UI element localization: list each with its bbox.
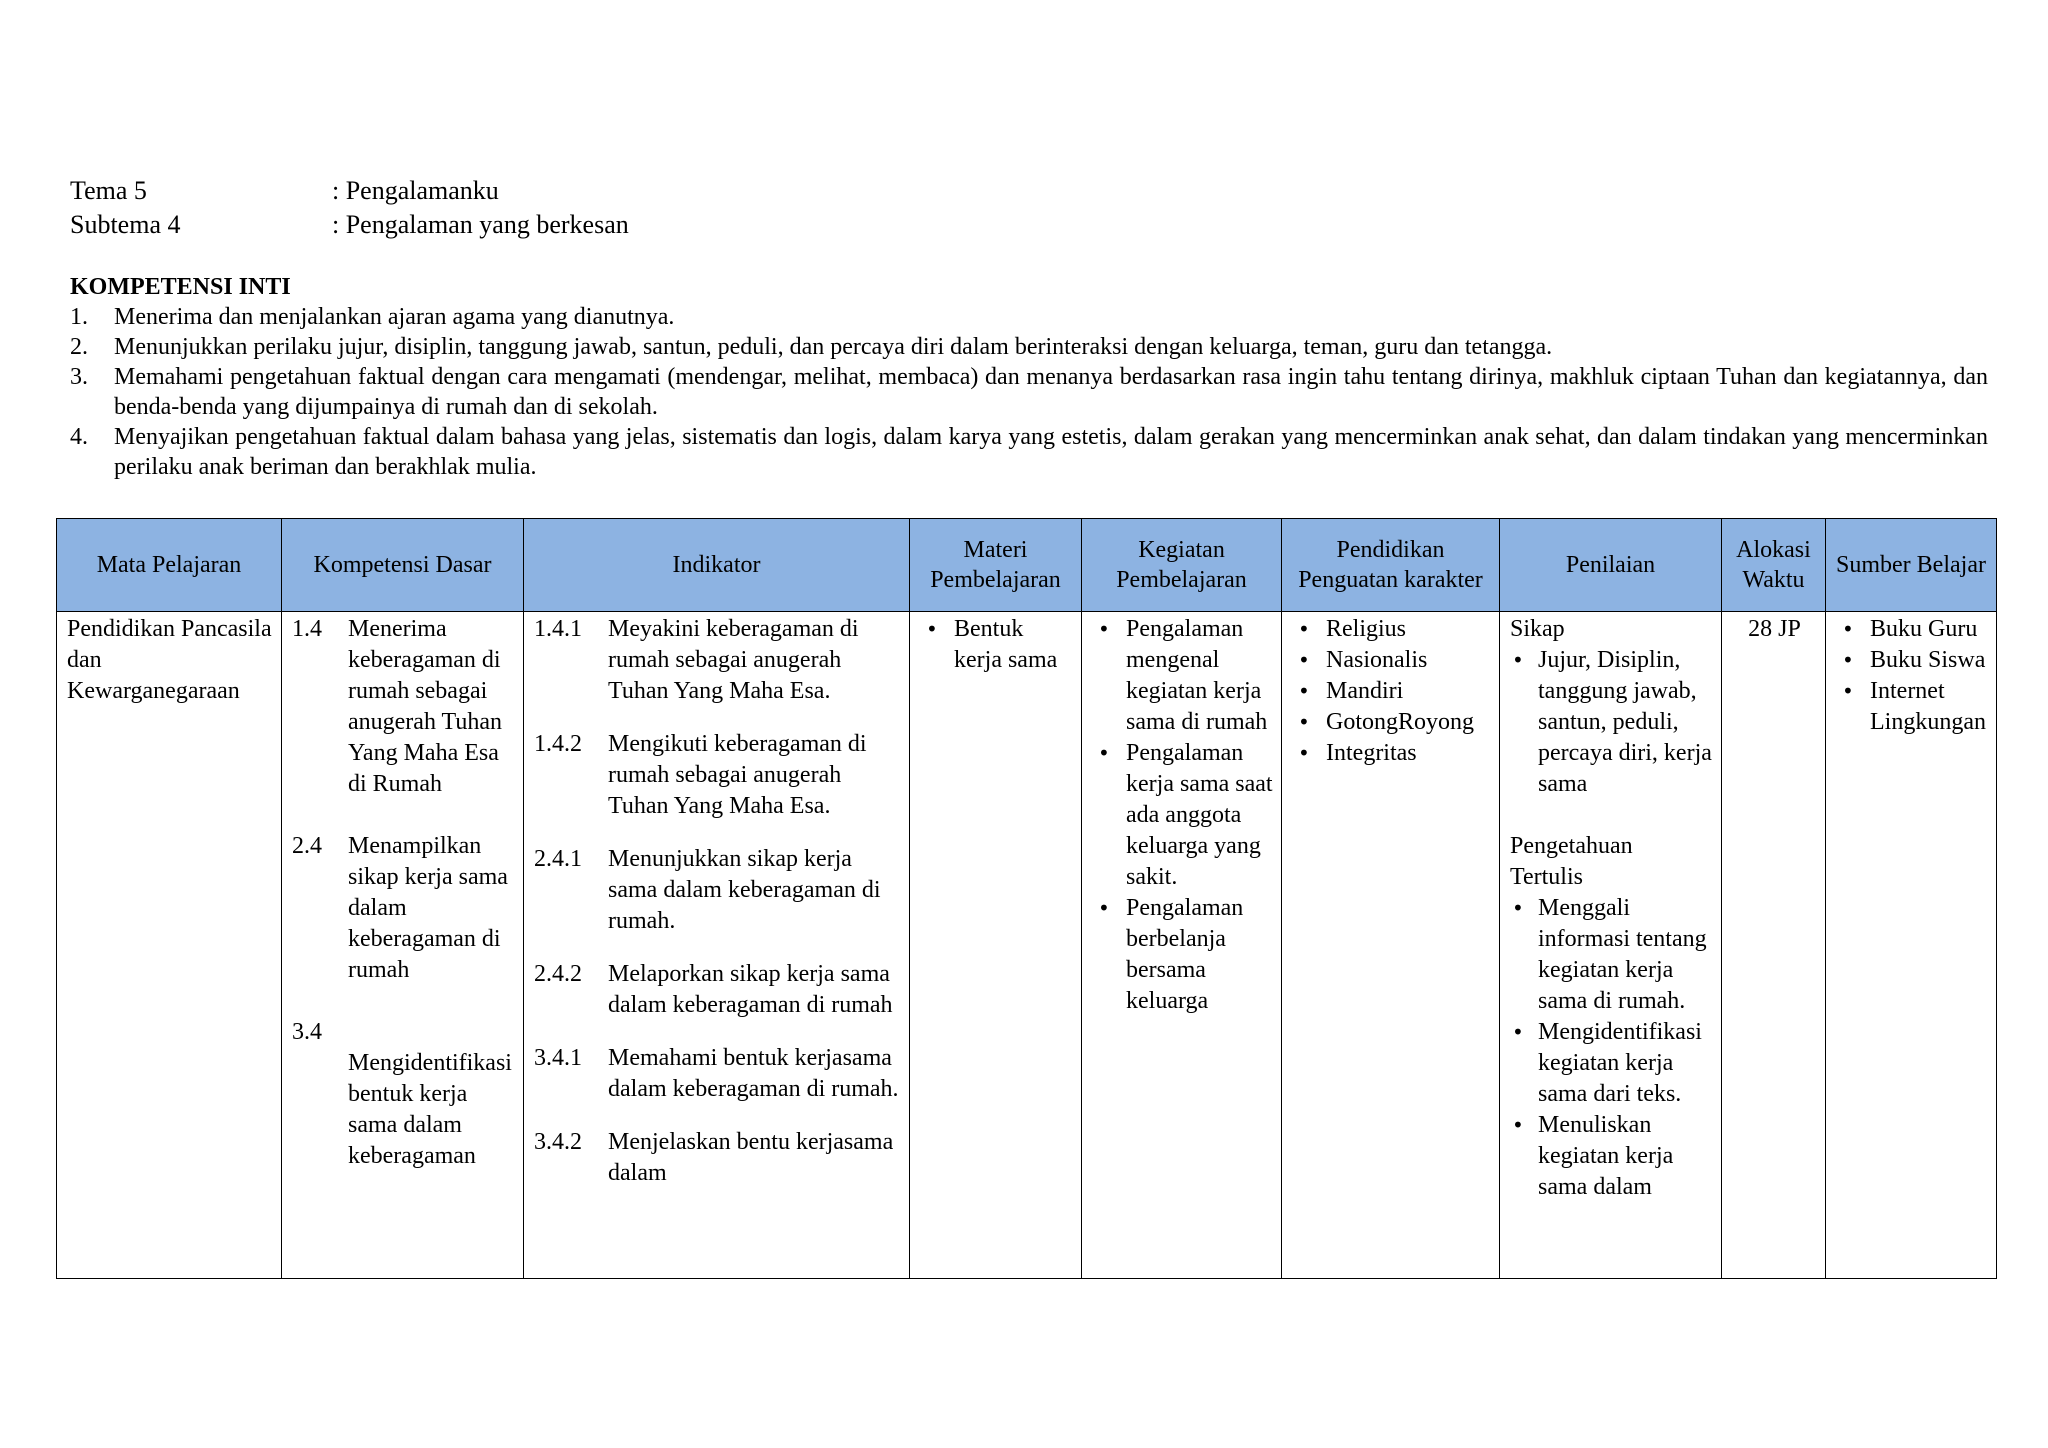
indicator-code: 2.4.2 — [534, 961, 582, 987]
kegiatan-list — [1092, 614, 1273, 1017]
list-item — [70, 362, 1988, 422]
sikap-list — [1510, 645, 1713, 800]
meta-label: Subtema 4 — [70, 210, 181, 239]
list-item: • Religius — [1292, 614, 1491, 645]
indicator-item — [534, 729, 901, 822]
kd-code: 1.4 — [292, 616, 322, 642]
cell-penilaian — [1500, 612, 1722, 1279]
kd-text: Menampilkan sikap kerja sama dalam keberagaman di rumah — [348, 833, 508, 983]
list-item: • Buku Siswa — [1836, 645, 1988, 676]
indicator-item — [534, 844, 901, 937]
penilaian-sikap-label: Sikap — [1510, 616, 1565, 642]
penilaian-pengetahuan-label: Pengetahuan — [1510, 833, 1633, 859]
header-pendidikan-karakter: Pendidikan Penguatan karakter — [1282, 519, 1500, 612]
item-number: 3. — [70, 364, 88, 390]
time-allocation: 28 JP — [1748, 616, 1801, 642]
spacer — [1510, 800, 1713, 831]
kd-code: 2.4 — [292, 833, 322, 859]
indicator-item — [534, 959, 901, 1021]
cell-kegiatan-pembelajaran — [1082, 612, 1282, 1279]
item-text: Menunjukkan perilaku jujur, disiplin, tanggung jawab, santun, peduli, dan percaya diri dalam berinteraksi dengan keluarga, teman, guru dan tetangga. — [114, 334, 1553, 360]
item-number: 4. — [70, 424, 88, 450]
cell-kompetensi-dasar — [282, 612, 524, 1279]
list-item: • Internet Lingkungan — [1836, 676, 1988, 738]
indicator-code: 3.4.2 — [534, 1129, 582, 1155]
sumber-list — [1836, 614, 1988, 738]
indicator-text: Menunjukkan sikap kerja sama dalam keberagaman di rumah. — [608, 846, 881, 934]
list-item: • GotongRoyong — [1292, 707, 1491, 738]
list-item: • Bentuk kerja sama — [920, 614, 1073, 676]
kompetensi-inti-section — [70, 272, 1988, 482]
indicator-code: 1.4.2 — [534, 731, 582, 757]
meta-value: : Pengalamanku — [332, 176, 499, 205]
subject-name: Pendidikan Pancasila dan Kewarganegaraan — [67, 616, 272, 704]
list-item: • Jujur, Disiplin, tanggung jawab, santun, peduli, percaya diri, kerja sama — [1510, 645, 1713, 800]
document-meta — [70, 174, 870, 242]
indicator-code: 3.4.1 — [534, 1045, 582, 1071]
learning-plan-table — [56, 518, 1997, 1279]
header-penilaian: Penilaian — [1500, 519, 1722, 612]
cell-sumber-belajar — [1826, 612, 1997, 1279]
indicator-code: 1.4.1 — [534, 616, 582, 642]
cell-materi-pembelajaran — [910, 612, 1082, 1279]
meta-value: : Pengalaman yang berkesan — [332, 210, 629, 239]
item-number: 2. — [70, 334, 88, 360]
item-number: 1. — [70, 304, 88, 330]
indicator-text: Melaporkan sikap kerja sama dalam keberagaman di rumah — [608, 961, 893, 1018]
list-item: • Pengalaman berbelanja bersama keluarga — [1092, 893, 1273, 1017]
list-item: • Mandiri — [1292, 676, 1491, 707]
indicator-text: Memahami bentuk kerjasama dalam keberagaman di rumah. — [608, 1045, 899, 1102]
indicator-text: Menjelaskan bentu kerjasama dalam — [608, 1129, 894, 1186]
header-materi-pembelajaran: Materi Pembelajaran — [910, 519, 1082, 612]
list-item — [70, 422, 1988, 482]
list-item: • Integritas — [1292, 738, 1491, 769]
meta-label: Tema 5 — [70, 176, 147, 205]
meta-row-subtema — [70, 208, 870, 242]
indicator-text: Meyakini keberagaman di rumah sebagai anugerah Tuhan Yang Maha Esa. — [608, 616, 859, 704]
indicator-text: Mengikuti keberagaman di rumah sebagai anugerah Tuhan Yang Maha Esa. — [608, 731, 867, 819]
kd-item — [292, 831, 515, 986]
kd-item — [292, 614, 515, 800]
list-item: • Nasionalis — [1292, 645, 1491, 676]
list-item: • Menggali informasi tentang kegiatan kerja sama di rumah. — [1510, 893, 1713, 1017]
item-text: Menerima dan menjalankan ajaran agama yang dianutnya. — [114, 304, 675, 330]
penilaian-tertulis-label: Tertulis — [1510, 864, 1583, 890]
kompetensi-inti-heading: KOMPETENSI INTI — [70, 274, 291, 300]
header-indikator: Indikator — [524, 519, 910, 612]
list-item: • Pengalaman mengenal kegiatan kerja sama di rumah — [1092, 614, 1273, 738]
indicator-item — [534, 1043, 901, 1105]
kd-item — [292, 1017, 515, 1172]
list-item: • Pengalaman kerja sama saat ada anggota keluarga yang sakit. — [1092, 738, 1273, 893]
list-item — [70, 302, 1988, 332]
karakter-list — [1292, 614, 1491, 769]
header-kegiatan-pembelajaran: Kegiatan Pembelajaran — [1082, 519, 1282, 612]
header-sumber-belajar: Sumber Belajar — [1826, 519, 1997, 612]
indicator-item — [534, 1127, 901, 1189]
list-item: • Menuliskan kegiatan kerja sama dalam — [1510, 1110, 1713, 1203]
cell-indikator — [524, 612, 910, 1279]
item-text: Memahami pengetahuan faktual dengan cara mengamati (mendengar, melihat, membaca) dan menanya berdasarkan rasa ingin tahu tentang dirinya, makhluk ciptaan Tuhan dan kegiatannya, dan benda-benda yang dijumpainya di rumah dan di sekolah. — [114, 364, 1988, 420]
kd-code: 3.4 — [292, 1019, 322, 1045]
header-mata-pelajaran: Mata Pelajaran — [57, 519, 282, 612]
meta-row-tema — [70, 174, 870, 208]
tertulis-list — [1510, 893, 1713, 1203]
header-kompetensi-dasar: Kompetensi Dasar — [282, 519, 524, 612]
cell-pendidikan-karakter — [1282, 612, 1500, 1279]
kd-text: Menerima keberagaman di rumah sebagai anugerah Tuhan Yang Maha Esa di Rumah — [348, 616, 502, 797]
list-item: • Buku Guru — [1836, 614, 1988, 645]
kompetensi-inti-list — [70, 302, 1988, 482]
list-item: • Mengidentifikasi kegiatan kerja sama dari teks. — [1510, 1017, 1713, 1110]
materi-list — [920, 614, 1073, 676]
kd-text: Mengidentifikasi bentuk kerja sama dalam keberagaman — [348, 1050, 512, 1169]
cell-alokasi-waktu — [1722, 612, 1826, 1279]
table-header-row — [57, 519, 1997, 612]
cell-mata-pelajaran — [57, 612, 282, 1279]
item-text: Menyajikan pengetahuan faktual dalam bahasa yang jelas, sistematis dan logis, dalam karya yang estetis, dalam gerakan yang mencerminkan anak sehat, dan dalam tindakan yang mencerminkan perilaku anak beriman dan berakhlak mulia. — [114, 424, 1988, 480]
indicator-item — [534, 614, 901, 707]
header-alokasi-waktu: Alokasi Waktu — [1722, 519, 1826, 612]
table-row — [57, 612, 1997, 1279]
indicator-code: 2.4.1 — [534, 846, 582, 872]
list-item — [70, 332, 1988, 362]
